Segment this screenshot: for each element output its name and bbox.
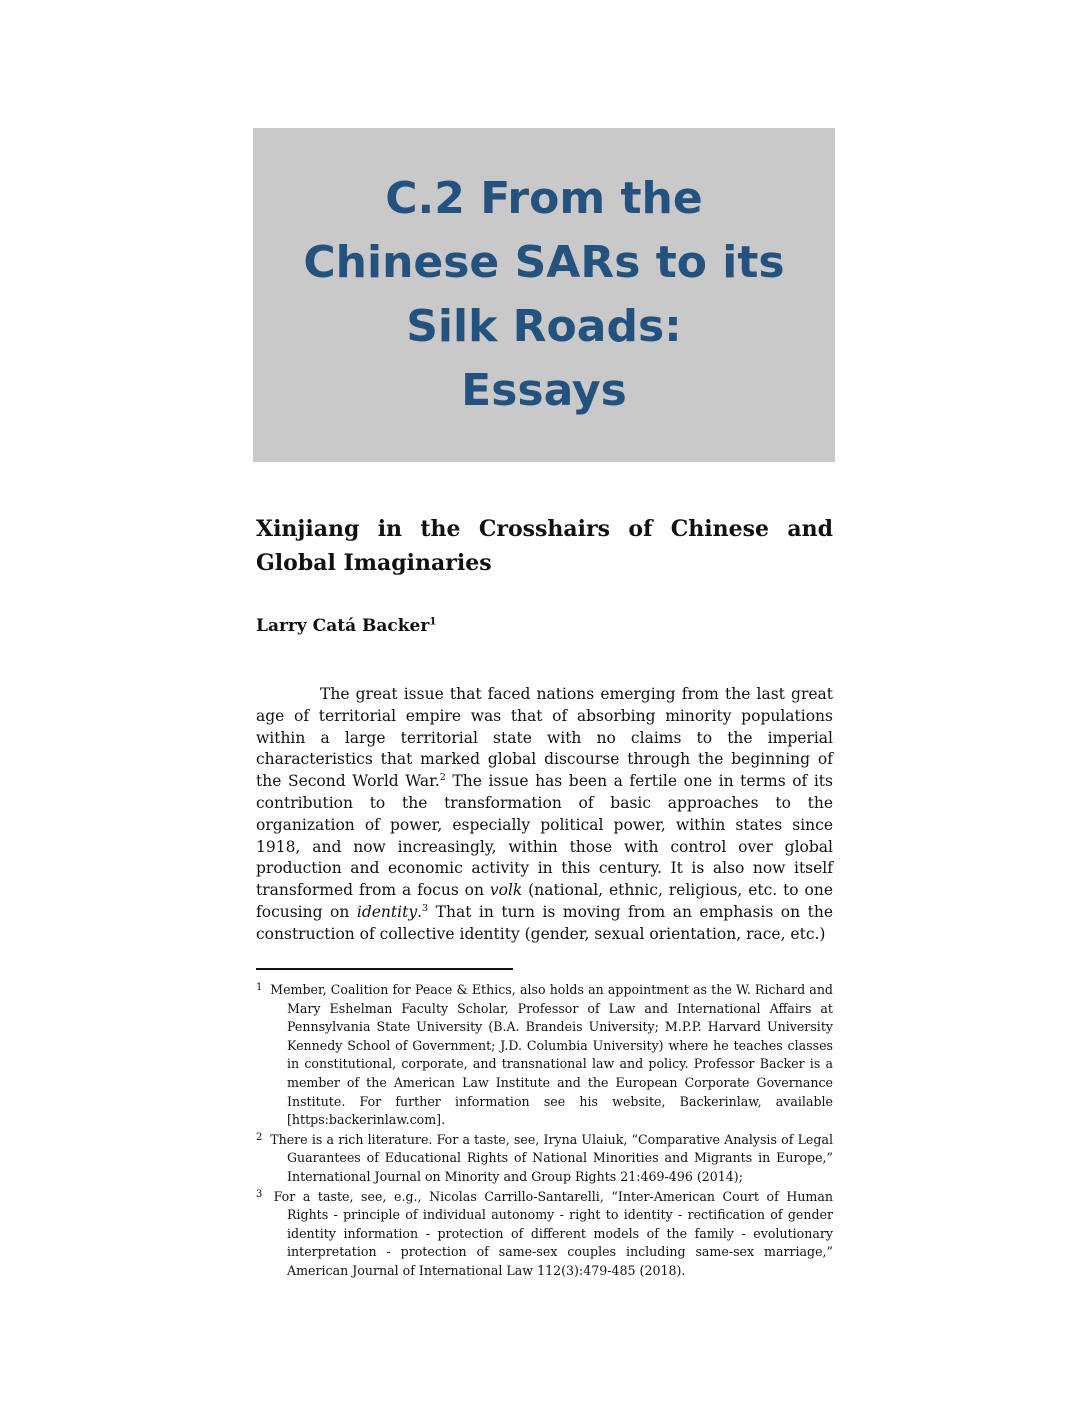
section-title-box	[253, 128, 835, 462]
footnote-mark: 2	[256, 1131, 263, 1143]
body-text-segment: (national, ethnic, religious, etc. to one focusing on	[256, 881, 833, 921]
section-title-line: C.2 From the	[385, 173, 703, 224]
section-title	[303, 167, 784, 423]
footnote-mark: 1	[256, 982, 263, 993]
body-text-segment: .	[417, 902, 423, 921]
footnote-ref[interactable]: 3	[422, 902, 429, 914]
footnote-text: There is a rich literature. For a taste, see, Iryna Ulaiuk, “Comparative Analysis of Legal Guarantees of Educational Rights of National Minorities and Migrants in Europe,” International Journal on Minority and Group Rights 21:469-496 (2014);	[270, 1131, 833, 1184]
footnote-mark: 3	[256, 1188, 263, 1200]
section-title-line: Essays	[461, 365, 627, 416]
body-text-segment: That in turn is moving from an emphasis on the construction of collective identity (gender, sexual orientation, race, etc.)	[256, 902, 834, 943]
footnote	[256, 981, 833, 1130]
footnote-text: For a taste, see, e.g., Nicolas Carrillo-Santarelli, “Inter-American Court of Human Rights - principle of individual autonomy - right to identity - rectification of gender identity information - protection of different models of the family - evolutionary interpretation - protection of same-sex couples including same-sex marriage,” American Journal of International Law 112(3):479-485 (2018).	[273, 1188, 833, 1278]
footnote-ref[interactable]: 2	[439, 772, 446, 784]
footnote	[256, 1131, 833, 1187]
footnote-divider	[256, 968, 513, 970]
body-paragraph	[256, 684, 833, 946]
emphasis-identity: identity	[356, 902, 418, 921]
author-byline	[256, 613, 437, 639]
author-name: Larry Catá Backer	[256, 616, 430, 636]
section-title-line: Chinese SARs to its	[303, 237, 785, 288]
emphasis-volk: volk	[489, 881, 523, 900]
body-text-segment: The issue has been a fertile one in terms of its contribution to the transformation of basic approaches to the organization of power, especially political power, within states since 1918, and now increasingly, within those with control over global production and economic activity in this century. It is also now itself transformed from a focus on	[256, 772, 833, 900]
section-title-line: Silk Roads:	[406, 301, 682, 352]
essay-heading: Xinjiang in the Crosshairs of Chinese and Global Imaginaries	[256, 516, 833, 576]
body-text-segment: The great issue that faced nations emerging from the last great age of territorial empire was that of absorbing minority populations within a large territorial state with no claims to the imperial characteristics that marked global discourse through the beginning of the Second World War.	[256, 685, 833, 791]
footnote-text: Member, Coalition for Peace & Ethics, also holds an appointment as the W. Richard and Mary Eshelman Faculty Scholar, Professor of Law and International Affairs at Pennsylvania State University (B.A. Brandeis University; M.P.P. Harvard University Kennedy School of Government; J.D. Columbia University) where he teaches classes in constitutional, corporate, and transnational law and policy. Professor Backer is a member of the American Law Institute and the European Corporate Governance Institute. For further information see his website, Backerinlaw, available [https:backerinlaw.com].	[270, 982, 833, 1128]
footnotes	[256, 981, 833, 1282]
footnote	[256, 1188, 833, 1281]
footnote-ref[interactable]: 1	[429, 615, 437, 628]
